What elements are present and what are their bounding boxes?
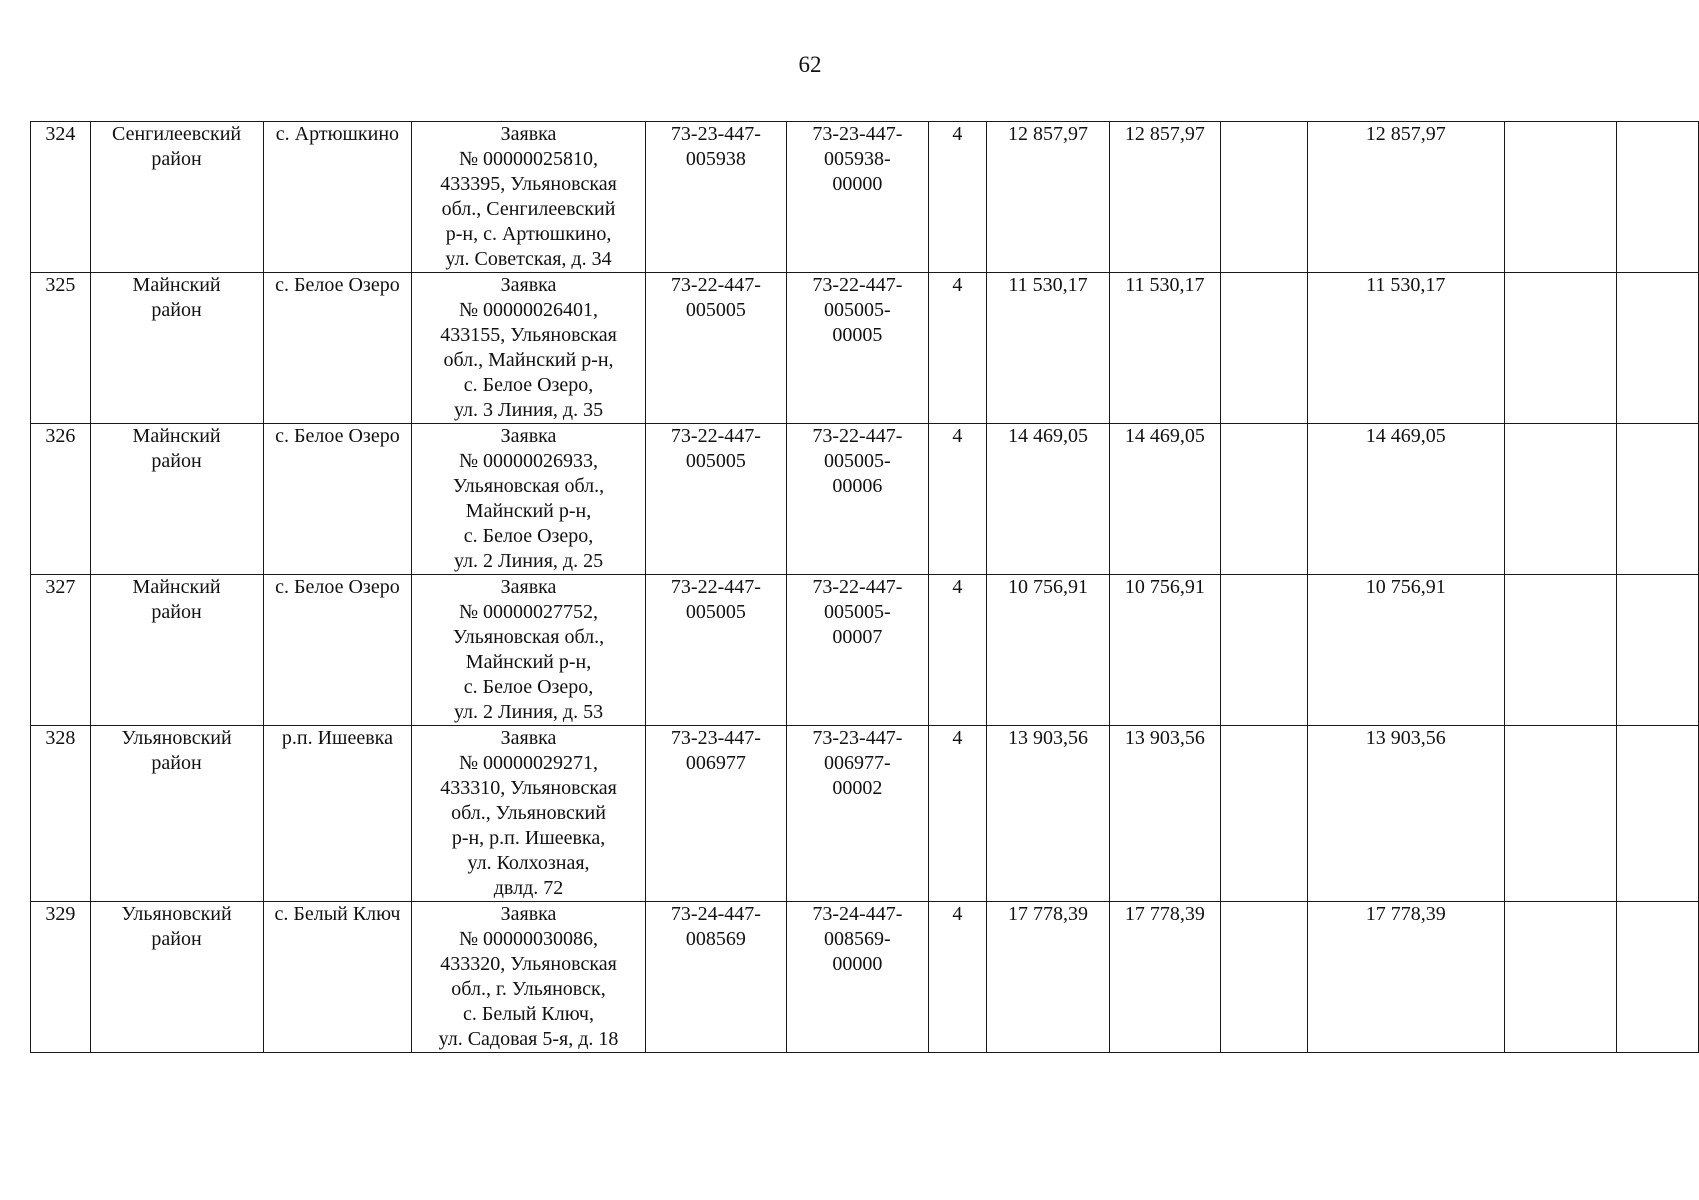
amount-cell-1: 13 903,56 — [987, 726, 1110, 902]
application-cell — [412, 575, 645, 726]
district-line: район — [151, 299, 202, 321]
empty-cell — [1504, 424, 1616, 575]
quantity-cell: 4 — [928, 273, 987, 424]
empty-cell — [1504, 122, 1616, 273]
oktmo-code-cell — [645, 902, 786, 1053]
district-line: Ульяновский — [121, 727, 232, 749]
application-cell — [412, 273, 645, 424]
application-line: обл., Майнский р-н, — [443, 349, 614, 371]
settlement-cell: с. Артюшкино — [263, 122, 412, 273]
oktmo-code-line: 005005 — [685, 299, 746, 321]
oktmo-code-line: 005005 — [685, 450, 746, 472]
oktmo-code-cell — [645, 726, 786, 902]
application-line: с. Белое Озеро, — [463, 374, 594, 396]
application-line: ул. Садовая 5-я, д. 18 — [438, 1028, 619, 1050]
oktmo-code-cell — [645, 575, 786, 726]
table-row — [31, 424, 1699, 575]
oktmo-code-line: 73-23-447- — [670, 727, 761, 749]
settlement-cell: р.п. Ишеевка — [263, 726, 412, 902]
district-line: район — [151, 148, 202, 170]
account-code-line: 00000 — [832, 173, 883, 195]
amount-cell-1: 17 778,39 — [987, 902, 1110, 1053]
quantity-cell: 4 — [928, 424, 987, 575]
account-code-cell — [787, 902, 928, 1053]
account-code-cell — [787, 726, 928, 902]
settlement-cell: с. Белый Ключ — [263, 902, 412, 1053]
oktmo-code-line: 73-22-447- — [670, 576, 761, 598]
application-cell — [412, 122, 645, 273]
application-line: ул. 2 Линия, д. 25 — [453, 550, 604, 572]
application-line: с. Белый Ключ, — [463, 1003, 594, 1025]
account-code-line: 005938- — [824, 148, 891, 170]
district-cell — [90, 726, 263, 902]
total-amount-cell: 10 756,91 — [1307, 575, 1504, 726]
empty-cell — [1504, 902, 1616, 1053]
application-line: 433320, Ульяновская — [440, 953, 617, 975]
application-line: № 00000025810, — [458, 148, 599, 170]
district-line: район — [151, 928, 202, 950]
application-line: р-н, с. Артюшкино, — [445, 223, 612, 245]
account-code-cell — [787, 122, 928, 273]
empty-cell — [1504, 726, 1616, 902]
amount-cell-2: 11 530,17 — [1109, 273, 1220, 424]
application-line: № 00000026401, — [458, 299, 599, 321]
total-amount-cell: 11 530,17 — [1307, 273, 1504, 424]
district-cell — [90, 122, 263, 273]
district-cell — [90, 273, 263, 424]
account-code-cell — [787, 575, 928, 726]
application-line: ул. Колхозная, — [467, 852, 590, 874]
data-table — [30, 121, 1699, 1053]
account-code-line: 73-22-447- — [812, 274, 903, 296]
account-code-line: 00007 — [832, 626, 883, 648]
account-code-line: 005005- — [824, 450, 891, 472]
empty-cell — [1617, 575, 1699, 726]
account-code-line: 005005- — [824, 299, 891, 321]
oktmo-code-line: 005005 — [685, 601, 746, 623]
application-line: двлд. 72 — [493, 877, 564, 899]
district-cell — [90, 424, 263, 575]
application-line: обл., Ульяновский — [451, 802, 606, 824]
district-line: Сенгилеевский — [112, 123, 242, 145]
application-line: Майнский р-н, — [465, 651, 592, 673]
page-number: 62 — [798, 52, 822, 77]
district-line: Майнский — [132, 274, 221, 296]
application-line: Заявка — [500, 123, 557, 145]
amount-cell-2: 12 857,97 — [1109, 122, 1220, 273]
account-code-line: 73-23-447- — [812, 727, 903, 749]
quantity-cell: 4 — [928, 902, 987, 1053]
row-number-cell: 325 — [31, 273, 91, 424]
oktmo-code-line: 73-24-447- — [670, 903, 761, 925]
application-line: Майнский р-н, — [465, 500, 592, 522]
district-cell — [90, 575, 263, 726]
district-line: район — [151, 450, 202, 472]
amount-cell-1: 11 530,17 — [987, 273, 1110, 424]
settlement-cell: с. Белое Озеро — [263, 575, 412, 726]
empty-cell — [1504, 273, 1616, 424]
empty-cell — [1617, 122, 1699, 273]
account-code-cell — [787, 424, 928, 575]
oktmo-code-cell — [645, 122, 786, 273]
amount-cell-3 — [1220, 575, 1307, 726]
account-code-line: 005005- — [824, 601, 891, 623]
district-line: район — [151, 752, 202, 774]
district-line: Майнский — [132, 576, 221, 598]
amount-cell-2: 10 756,91 — [1109, 575, 1220, 726]
table-row — [31, 726, 1699, 902]
oktmo-code-line: 008569 — [685, 928, 746, 950]
empty-cell — [1617, 902, 1699, 1053]
table-row — [31, 575, 1699, 726]
oktmo-code-line: 73-22-447- — [670, 425, 761, 447]
empty-cell — [1617, 726, 1699, 902]
row-number-cell: 328 — [31, 726, 91, 902]
district-line: район — [151, 601, 202, 623]
row-number-cell: 329 — [31, 902, 91, 1053]
application-cell — [412, 424, 645, 575]
amount-cell-2: 13 903,56 — [1109, 726, 1220, 902]
oktmo-code-line: 006977 — [685, 752, 746, 774]
application-line: Заявка — [500, 425, 557, 447]
application-line: обл., г. Ульяновск, — [451, 978, 606, 1000]
amount-cell-1: 14 469,05 — [987, 424, 1110, 575]
account-code-cell — [787, 273, 928, 424]
total-amount-cell: 17 778,39 — [1307, 902, 1504, 1053]
row-number-cell: 327 — [31, 575, 91, 726]
application-cell — [412, 726, 645, 902]
amount-cell-3 — [1220, 902, 1307, 1053]
account-code-line: 73-24-447- — [812, 903, 903, 925]
row-number-cell: 326 — [31, 424, 91, 575]
application-line: обл., Сенгилеевский — [441, 198, 616, 220]
application-line: с. Белое Озеро, — [463, 525, 594, 547]
account-code-line: 00000 — [832, 953, 883, 975]
district-line: Ульяновский — [121, 903, 232, 925]
amount-cell-2: 14 469,05 — [1109, 424, 1220, 575]
application-line: р-н, р.п. Ишеевка, — [451, 827, 606, 849]
row-number-cell: 324 — [31, 122, 91, 273]
oktmo-code-line: 73-23-447- — [670, 123, 761, 145]
application-line: № 00000029271, — [458, 752, 599, 774]
application-line: ул. 3 Линия, д. 35 — [453, 399, 604, 421]
oktmo-code-cell — [645, 273, 786, 424]
account-code-line: 73-22-447- — [812, 576, 903, 598]
application-line: 433155, Ульяновская — [440, 324, 617, 346]
amount-cell-3 — [1220, 273, 1307, 424]
account-code-line: 00005 — [832, 324, 883, 346]
application-line: Заявка — [500, 576, 557, 598]
application-line: Заявка — [500, 274, 557, 296]
empty-cell — [1617, 273, 1699, 424]
amount-cell-3 — [1220, 122, 1307, 273]
district-line: Майнский — [132, 425, 221, 447]
application-line: Заявка — [500, 903, 557, 925]
application-line: 433310, Ульяновская — [440, 777, 617, 799]
table-row — [31, 902, 1699, 1053]
application-line: № 00000030086, — [458, 928, 599, 950]
application-line: № 00000027752, — [458, 601, 599, 623]
account-code-line: 006977- — [824, 752, 891, 774]
settlement-cell: с. Белое Озеро — [263, 424, 412, 575]
application-line: 433395, Ульяновская — [440, 173, 617, 195]
total-amount-cell: 13 903,56 — [1307, 726, 1504, 902]
table-row — [31, 122, 1699, 273]
table-row — [31, 273, 1699, 424]
application-line: Ульяновская обл., — [452, 626, 605, 648]
amount-cell-1: 12 857,97 — [987, 122, 1110, 273]
oktmo-code-cell — [645, 424, 786, 575]
table-body — [31, 122, 1699, 1053]
application-line: Ульяновская обл., — [452, 475, 605, 497]
quantity-cell: 4 — [928, 122, 987, 273]
application-line: Заявка — [500, 727, 557, 749]
empty-cell — [1617, 424, 1699, 575]
application-line: ул. 2 Линия, д. 53 — [453, 701, 604, 723]
application-line: ул. Советская, д. 34 — [445, 248, 612, 270]
quantity-cell: 4 — [928, 726, 987, 902]
district-cell — [90, 902, 263, 1053]
amount-cell-1: 10 756,91 — [987, 575, 1110, 726]
application-line: № 00000026933, — [458, 450, 599, 472]
account-code-line: 73-23-447- — [812, 123, 903, 145]
amount-cell-2: 17 778,39 — [1109, 902, 1220, 1053]
application-line: с. Белое Озеро, — [463, 676, 594, 698]
total-amount-cell: 14 469,05 — [1307, 424, 1504, 575]
account-code-line: 008569- — [824, 928, 891, 950]
application-cell — [412, 902, 645, 1053]
quantity-cell: 4 — [928, 575, 987, 726]
settlement-cell: с. Белое Озеро — [263, 273, 412, 424]
account-code-line: 00002 — [832, 777, 883, 799]
account-code-line: 00006 — [832, 475, 883, 497]
empty-cell — [1504, 575, 1616, 726]
amount-cell-3 — [1220, 424, 1307, 575]
oktmo-code-line: 73-22-447- — [670, 274, 761, 296]
total-amount-cell: 12 857,97 — [1307, 122, 1504, 273]
account-code-line: 73-22-447- — [812, 425, 903, 447]
oktmo-code-line: 005938 — [685, 148, 746, 170]
amount-cell-3 — [1220, 726, 1307, 902]
